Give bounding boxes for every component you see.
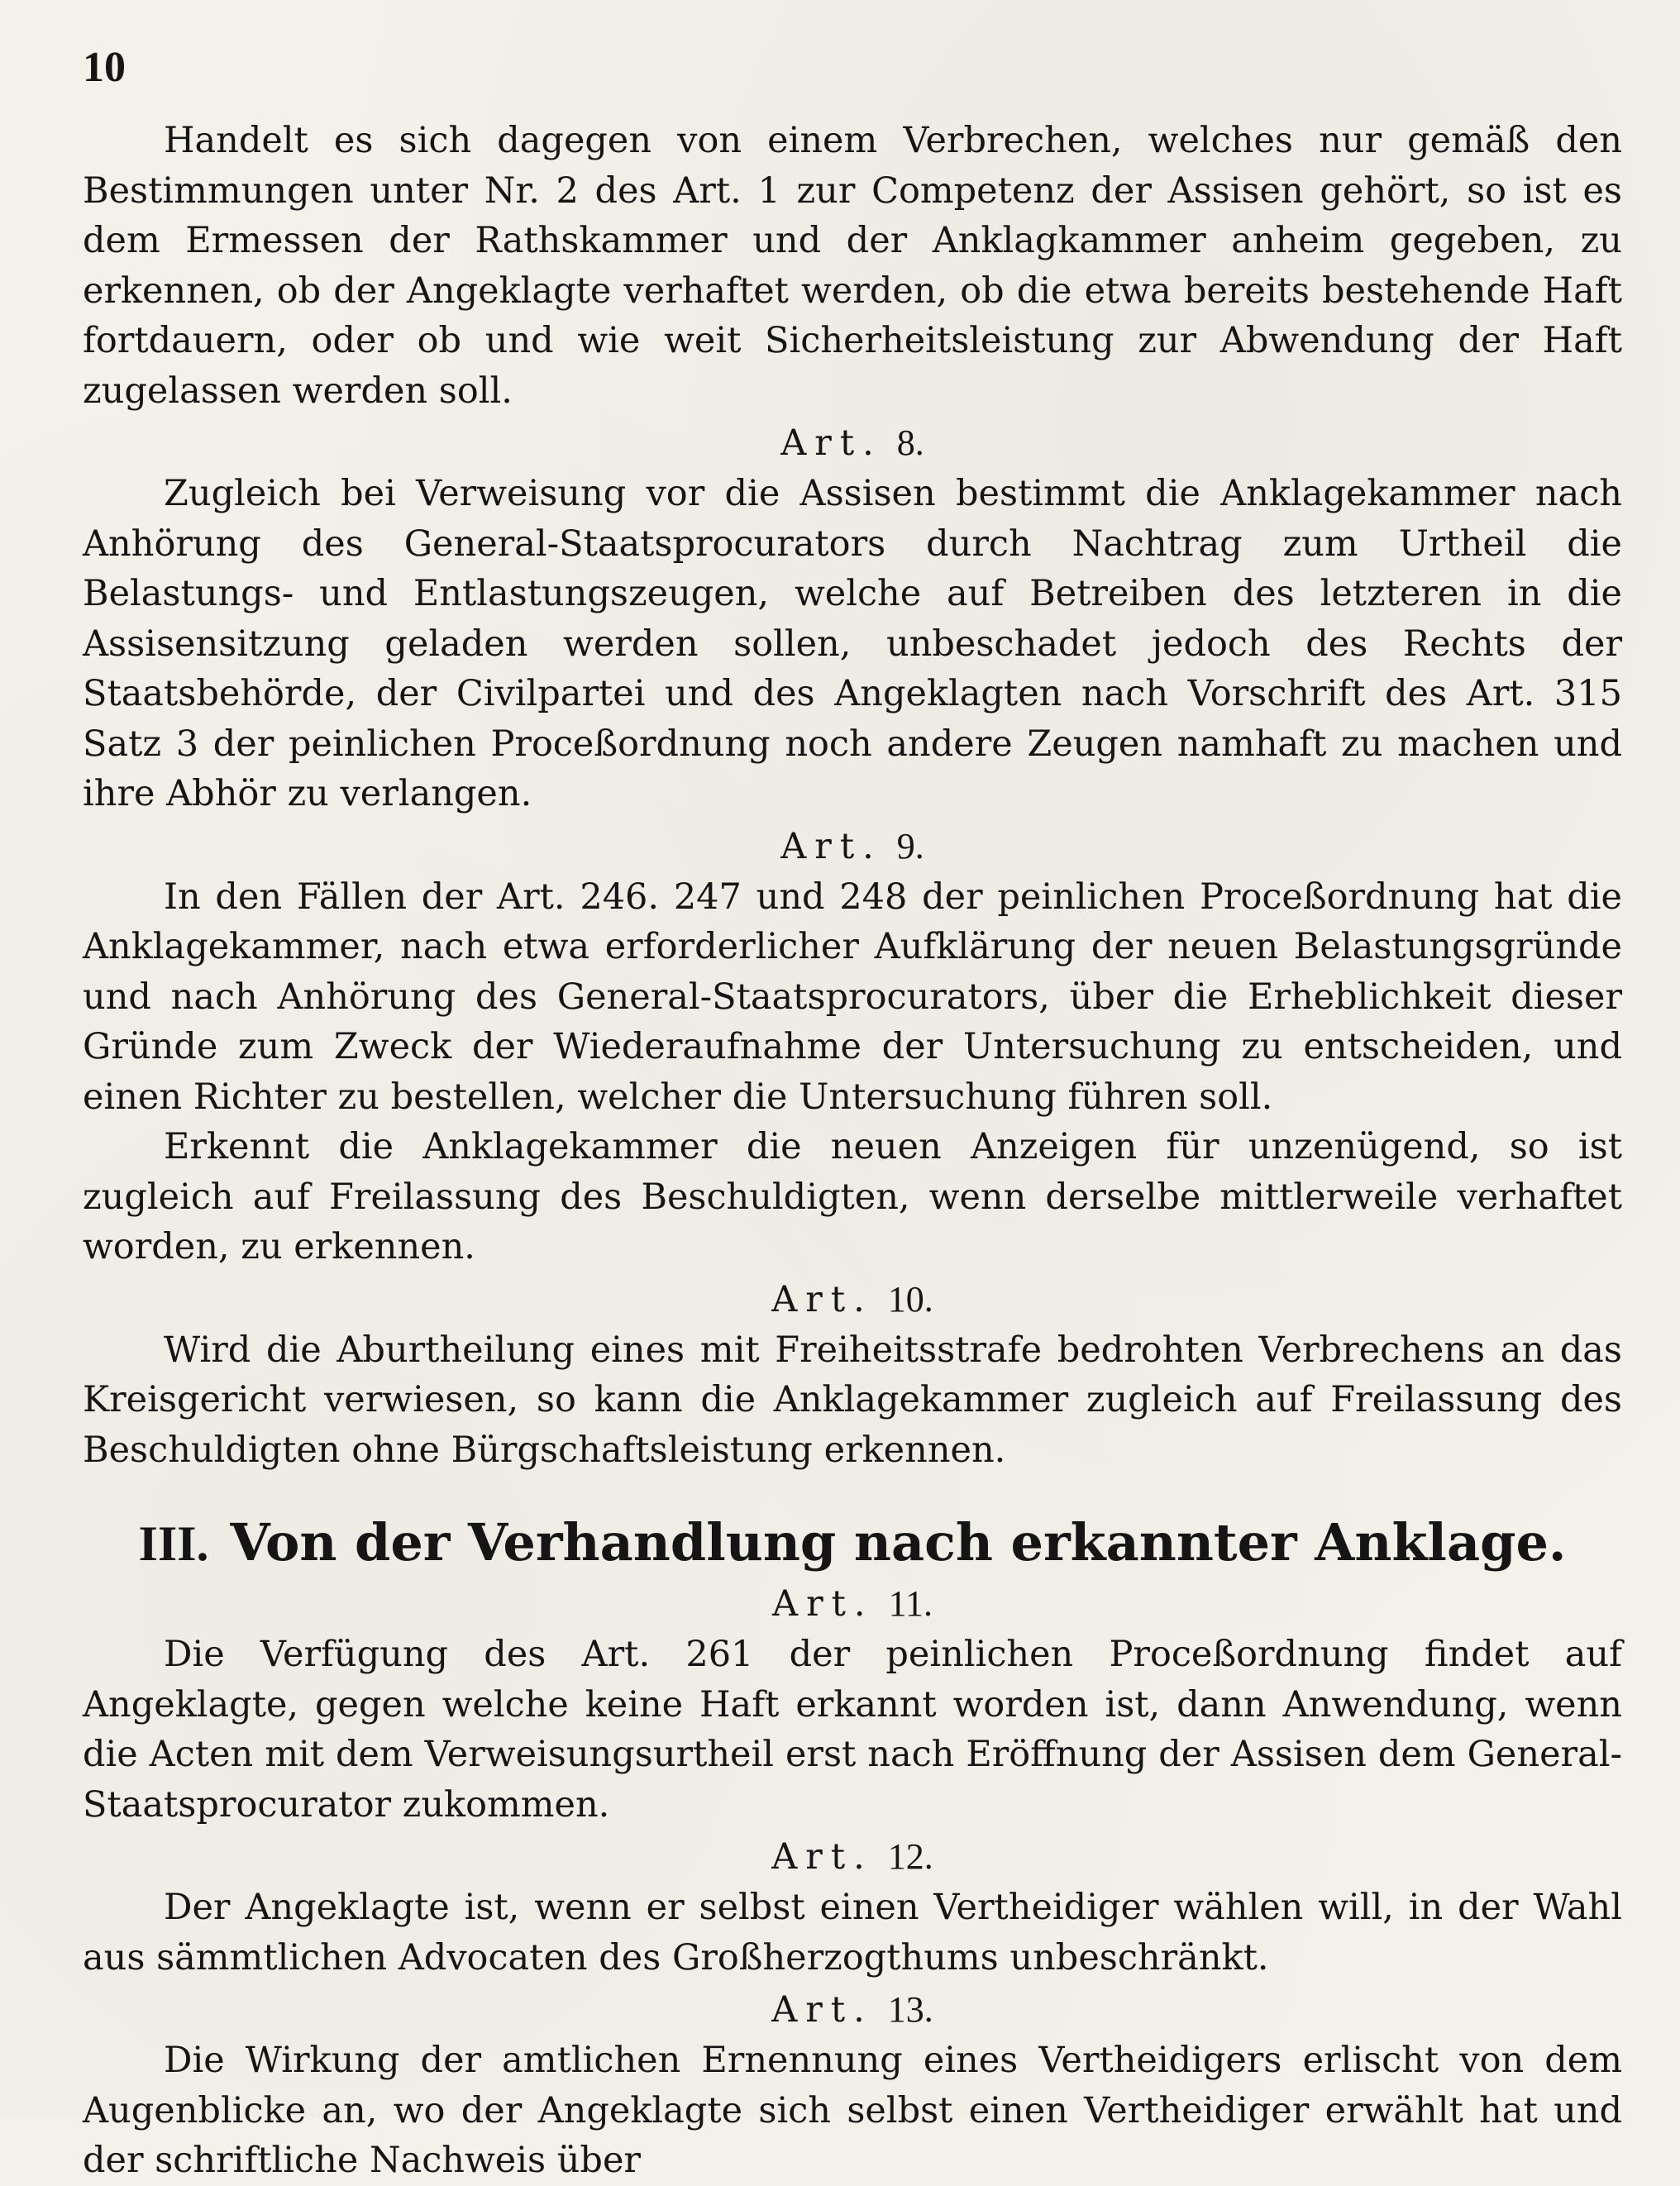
article-number: 10. (887, 1278, 933, 1320)
article-label: Art. (780, 825, 882, 867)
article-heading (83, 1833, 1622, 1881)
body-paragraph: Die Verfügung des Art. 261 der peinlichen Proceßordnung findet auf Angeklagte, gegen welche keine Haft erkannt worden ist, dann Anwendung, wenn die Acten mit dem Verweisungsurtheil erst nach Eröffnung der Assisen dem General-Staatsprocurator zukommen. (83, 1634, 1622, 1826)
article-number: 11. (888, 1583, 933, 1624)
section-roman-numeral: III. (138, 1516, 209, 1571)
article-label: Art. (772, 1583, 874, 1625)
article-number: 9. (896, 825, 924, 866)
body-paragraph: In den Fällen der Art. 246. 247 und 248 der peinlichen Proceßordnung hat die Anklagekammer, nach etwa erforderlicher Aufklärung der neuen Belastungsgründe und nach Anhörung des General-Staatsprocurators, über die Erheblichkeit dieser Gründe zum Zweck der Wiederaufnahme der Untersuchung zu entscheiden, und einen Richter zu bestellen, welcher die Untersuchung führen soll. (83, 876, 1622, 1118)
page-number: 10 (83, 44, 126, 91)
article-number: 13. (887, 1989, 933, 2030)
article-number: 8. (896, 422, 924, 463)
article-label: Art. (780, 422, 882, 464)
article-heading (83, 1986, 1622, 2034)
article-heading (83, 823, 1622, 871)
article-heading (83, 1580, 1622, 1628)
body-paragraph: Erkennt die Anklagekammer die neuen Anzeigen für unzenügend, so ist zugleich auf Freilassung des Beschuldigten, wenn derselbe mittlerweile verhaftet worden, zu erkennen. (83, 1126, 1622, 1267)
article-number: 12. (887, 1836, 933, 1877)
article-label: Art. (771, 1836, 873, 1878)
section-title-text: Von der Verhandlung nach erkannter Anklage. (230, 1512, 1567, 1573)
article-label: Art. (771, 1278, 873, 1320)
body-paragraph: Wird die Aburtheilung eines mit Freiheitsstrafe bedrohten Verbrechens an das Kreisgericht verwiesen, so kann die Anklagekammer zugleich auf Freilassung des Beschuldigten ohne Bürgschaftsleistung erkennen. (83, 1329, 1622, 1471)
section-title (83, 1510, 1622, 1577)
body-paragraph: Der Angeklagte ist, wenn er selbst einen Vertheidiger wählen will, in der Wahl aus sämmtlichen Advocaten des Großherzogthums unbeschränkt. (83, 1887, 1622, 1978)
body-paragraph: Handelt es sich dagegen von einem Verbrechen, welches nur gemäß den Bestimmungen unter Nr. 2 des Art. 1 zur Competenz der Assisen gehört, so ist es dem Ermessen der Rathskammer und der Anklagkammer anheim gegeben, zu erkennen, ob der Angeklagte verhaftet werden, ob die etwa bereits bestehende Haft fortdauern, oder ob und wie weit Sicherheitsleistung zur Abwendung der Haft zugelassen werden soll. (83, 120, 1622, 412)
article-label: Art. (771, 1989, 873, 2031)
page-body (83, 116, 1622, 2186)
article-heading (83, 419, 1622, 467)
body-paragraph: Die Wirkung der amtlichen Ernennung eines Vertheidigers erlischt von dem Augenblicke an, wo der Angeklagte sich selbst einen Vertheidiger erwählt hat und der schriftliche Nachweis über (83, 2040, 1622, 2181)
body-paragraph: Zugleich bei Verweisung vor die Assisen bestimmt die Anklagekammer nach Anhörung des General-Staatsprocurators durch Nachtrag zum Urtheil die Belastungs- und Entlastungszeugen, welche auf Betreiben des letzteren in die Assisensitzung geladen werden sollen, unbeschadet jedoch des Rechts der Staatsbehörde, der Civilpartei und des Angeklagten nach Vorschrift des Art. 315 Satz 3 der peinlichen Proceßordnung noch andere Zeugen namhaft zu machen und ihre Abhör zu verlangen. (83, 473, 1622, 814)
article-heading (83, 1276, 1622, 1324)
